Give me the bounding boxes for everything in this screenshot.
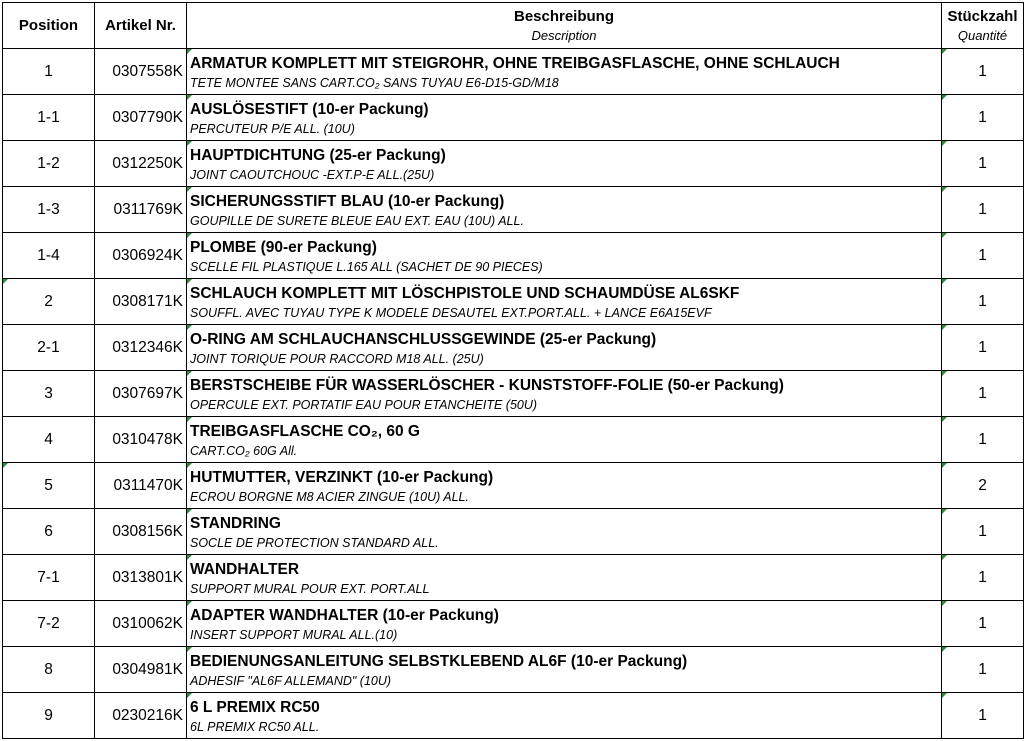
artikel-cell	[95, 95, 187, 141]
position-value: 1-1	[37, 108, 60, 126]
stueckzahl-label: Stückzahl	[947, 7, 1018, 25]
cell-marker	[942, 647, 947, 652]
position-value: 8	[44, 660, 53, 678]
cell-marker	[942, 555, 947, 560]
quantity-cell	[942, 49, 1024, 95]
cell-marker	[187, 647, 192, 652]
description-cell	[187, 647, 942, 693]
cell-marker	[942, 417, 947, 422]
cell-marker	[187, 693, 192, 698]
artikel-cell	[95, 417, 187, 463]
cell-marker	[942, 325, 947, 330]
position-cell	[3, 555, 95, 601]
artikel-value: 0312346K	[112, 338, 183, 356]
quantity-value: 1	[978, 614, 987, 632]
table-row	[3, 95, 1024, 141]
description-fr: SCELLE FIL PLASTIQUE L.165 ALL (SACHET DE 90 PIECES)	[190, 260, 543, 274]
artikel-value: 0304981K	[112, 660, 183, 678]
position-cell	[3, 647, 95, 693]
artikel-value: 0307558K	[112, 62, 183, 80]
position-value: 7-1	[37, 568, 60, 586]
table-row	[3, 371, 1024, 417]
position-cell	[3, 141, 95, 187]
position-value: 5	[44, 476, 53, 494]
description-cell	[187, 601, 942, 647]
quantity-value: 1	[978, 338, 987, 356]
header-row	[3, 3, 1024, 49]
table-row	[3, 325, 1024, 371]
description-fr: PERCUTEUR P/E ALL. (10U)	[190, 122, 355, 136]
position-value: 2	[44, 292, 53, 310]
quantity-cell	[942, 647, 1024, 693]
cell-marker	[187, 187, 192, 192]
description-de: STANDRING	[190, 515, 281, 532]
cell-marker	[187, 325, 192, 330]
description-header	[187, 3, 942, 49]
artikel-cell	[95, 233, 187, 279]
table-row	[3, 233, 1024, 279]
artikel-value: 0310478K	[112, 430, 183, 448]
description-cell	[187, 693, 942, 739]
description-de: BERSTSCHEIBE FÜR WASSERLÖSCHER - KUNSTSTOFF-FOLIE (50-er Packung)	[190, 377, 784, 394]
quantity-value: 1	[978, 706, 987, 724]
description-fr: OPERCULE EXT. PORTATIF EAU POUR ETANCHEITE (50U)	[190, 398, 538, 412]
artikel-cell	[95, 463, 187, 509]
description-fr: ECROU BORGNE M8 ACIER ZINGUE (10U) ALL.	[190, 490, 469, 504]
cell-marker	[187, 463, 192, 468]
description-fr: JOINT TORIQUE POUR RACCORD M18 ALL. (25U)	[190, 352, 484, 366]
description-fr: JOINT CAOUTCHOUC -EXT.P-E ALL.(25U)	[190, 168, 435, 182]
position-value: 7-2	[37, 614, 60, 632]
description-cell	[187, 279, 942, 325]
artikel-value: 0310062K	[112, 614, 183, 632]
table-row	[3, 509, 1024, 555]
cell-marker	[942, 233, 947, 238]
cell-marker	[187, 601, 192, 606]
quantity-cell	[942, 233, 1024, 279]
position-cell	[3, 601, 95, 647]
position-value: 9	[44, 706, 53, 724]
position-header: Position	[3, 3, 95, 49]
description-fr: SOCLE DE PROTECTION STANDARD ALL.	[190, 536, 439, 550]
artikel-cell	[95, 325, 187, 371]
quantity-value: 1	[978, 292, 987, 310]
quantite-label: Quantité	[957, 27, 1008, 43]
quantity-cell	[942, 417, 1024, 463]
description-fr: ADHESIF "AL6F ALLEMAND" (10U)	[190, 674, 392, 688]
cell-marker	[942, 693, 947, 698]
cell-marker	[942, 187, 947, 192]
position-cell	[3, 417, 95, 463]
description-de: HAUPTDICHTUNG (25-er Packung)	[190, 147, 446, 164]
position-cell	[3, 279, 95, 325]
position-value: 4	[44, 430, 53, 448]
position-value: 1-3	[37, 200, 60, 218]
description-fr: CART.CO₂ 60G All.	[190, 444, 298, 458]
description-cell	[187, 555, 942, 601]
artikel-header: Artikel Nr.	[95, 3, 187, 49]
description-de: TREIBGASFLASCHE CO₂, 60 G	[190, 423, 420, 440]
description-cell	[187, 95, 942, 141]
artikel-value: 0308156K	[112, 522, 183, 540]
quantity-value: 2	[978, 476, 987, 494]
quantity-cell	[942, 279, 1024, 325]
description-de: 6 L PREMIX RC50	[190, 699, 320, 716]
position-cell	[3, 95, 95, 141]
table-row	[3, 49, 1024, 95]
description-cell	[187, 463, 942, 509]
description-cell	[187, 141, 942, 187]
artikel-cell	[95, 49, 187, 95]
position-cell	[3, 509, 95, 555]
description-cell	[187, 417, 942, 463]
table-row	[3, 417, 1024, 463]
description-de: PLOMBE (90-er Packung)	[190, 239, 377, 256]
artikel-cell	[95, 187, 187, 233]
cell-marker	[187, 371, 192, 376]
cell-marker	[3, 463, 8, 468]
table-row	[3, 555, 1024, 601]
quantity-value: 1	[978, 154, 987, 172]
cell-marker	[187, 417, 192, 422]
position-value: 3	[44, 384, 53, 402]
cell-marker	[942, 141, 947, 146]
cell-marker	[187, 141, 192, 146]
description-de: BEDIENUNGSANLEITUNG SELBSTKLEBEND AL6F (10-er Packung)	[190, 653, 688, 670]
artikel-cell	[95, 555, 187, 601]
description-de: ADAPTER WANDHALTER (10-er Packung)	[190, 607, 499, 624]
artikel-value: 0307790K	[112, 108, 183, 126]
parts-table	[2, 2, 1024, 739]
quantity-cell	[942, 371, 1024, 417]
table-row	[3, 187, 1024, 233]
quantity-value: 1	[978, 246, 987, 264]
cell-marker	[942, 463, 947, 468]
cell-marker	[187, 509, 192, 514]
artikel-value: 0307697K	[112, 384, 183, 402]
quantity-cell	[942, 95, 1024, 141]
description-cell	[187, 233, 942, 279]
quantity-value: 1	[978, 568, 987, 586]
position-cell	[3, 233, 95, 279]
quantity-cell	[942, 187, 1024, 233]
artikel-value: 0308171K	[112, 292, 183, 310]
quantity-cell	[942, 601, 1024, 647]
description-cell	[187, 509, 942, 555]
cell-marker	[942, 279, 947, 284]
quantity-value: 1	[978, 108, 987, 126]
artikel-cell	[95, 279, 187, 325]
cell-marker	[187, 95, 192, 100]
position-value: 2-1	[37, 338, 60, 356]
artikel-value: 0311769K	[113, 200, 183, 218]
quantity-cell	[942, 509, 1024, 555]
cell-marker	[187, 555, 192, 560]
position-cell	[3, 49, 95, 95]
position-value: 1	[44, 62, 53, 80]
artikel-value: 0312250K	[112, 154, 183, 172]
artikel-cell	[95, 509, 187, 555]
table-row	[3, 141, 1024, 187]
quantity-cell	[942, 555, 1024, 601]
artikel-value: 0311470K	[113, 476, 183, 494]
cell-marker	[3, 279, 8, 284]
cell-marker	[942, 509, 947, 514]
table-row	[3, 693, 1024, 739]
artikel-value: 0230216K	[112, 706, 183, 724]
position-value: 1-4	[37, 246, 60, 264]
artikel-cell	[95, 601, 187, 647]
table-row	[3, 463, 1024, 509]
description-fr: SOUFFL. AVEC TUYAU TYPE K MODELE DESAUTEL EXT.PORT.ALL. + LANCE E6A15EVF	[190, 306, 712, 320]
cell-marker	[187, 233, 192, 238]
cell-marker	[187, 279, 192, 284]
beschreibung-label: Beschreibung	[513, 7, 615, 25]
quantity-value: 1	[978, 522, 987, 540]
quantity-value: 1	[978, 430, 987, 448]
quantity-cell	[942, 463, 1024, 509]
description-fr: SUPPORT MURAL POUR EXT. PORT.ALL	[190, 582, 430, 596]
position-cell	[3, 371, 95, 417]
quantity-value: 1	[978, 660, 987, 678]
artikel-cell	[95, 647, 187, 693]
quantity-value: 1	[978, 62, 987, 80]
table-body	[3, 49, 1024, 739]
cell-marker	[942, 95, 947, 100]
position-cell	[3, 187, 95, 233]
cell-marker	[187, 49, 192, 54]
position-cell	[3, 463, 95, 509]
table-row	[3, 647, 1024, 693]
position-value: 6	[44, 522, 53, 540]
description-fr: TETE MONTEE SANS CART.CO₂ SANS TUYAU E6-D15-GD/M18	[190, 76, 559, 90]
description-cell	[187, 325, 942, 371]
description-cell	[187, 187, 942, 233]
cell-marker	[942, 49, 947, 54]
quantity-cell	[942, 141, 1024, 187]
quantity-value: 1	[978, 200, 987, 218]
quantity-cell	[942, 325, 1024, 371]
position-cell	[3, 693, 95, 739]
artikel-cell	[95, 141, 187, 187]
artikel-cell	[95, 371, 187, 417]
quantity-cell	[942, 693, 1024, 739]
position-value: 1-2	[37, 154, 60, 172]
description-de: WANDHALTER	[190, 561, 300, 578]
description-fr: INSERT SUPPORT MURAL ALL.(10)	[190, 628, 398, 642]
description-fr: 6L PREMIX RC50 ALL.	[190, 720, 320, 734]
description-de: HUTMUTTER, VERZINKT (10-er Packung)	[190, 469, 494, 486]
artikel-value: 0306924K	[112, 246, 183, 264]
table-row	[3, 601, 1024, 647]
description-de: SCHLAUCH KOMPLETT MIT LÖSCHPISTOLE UND SCHAUMDÜSE AL6SKF	[190, 285, 740, 302]
cell-marker	[942, 601, 947, 606]
description-de: O-RING AM SCHLAUCHANSCHLUSSGEWINDE (25-er Packung)	[190, 331, 657, 348]
cell-marker	[942, 371, 947, 376]
description-cell	[187, 49, 942, 95]
description-cell	[187, 371, 942, 417]
quantity-header	[942, 3, 1024, 49]
artikel-value: 0313801K	[112, 568, 183, 586]
artikel-cell	[95, 693, 187, 739]
table-header	[3, 3, 1024, 49]
description-label: Description	[531, 27, 597, 43]
description-de: SICHERUNGSSTIFT BLAU (10-er Packung)	[190, 193, 505, 210]
description-fr: GOUPILLE DE SURETE BLEUE EAU EXT. EAU (10U) ALL.	[190, 214, 524, 228]
table-row	[3, 279, 1024, 325]
position-cell	[3, 325, 95, 371]
quantity-value: 1	[978, 384, 987, 402]
description-de: ARMATUR KOMPLETT MIT STEIGROHR, OHNE TREIBGASFLASCHE, OHNE SCHLAUCH	[190, 55, 840, 72]
description-de: AUSLÖSESTIFT (10-er Packung)	[190, 101, 429, 118]
